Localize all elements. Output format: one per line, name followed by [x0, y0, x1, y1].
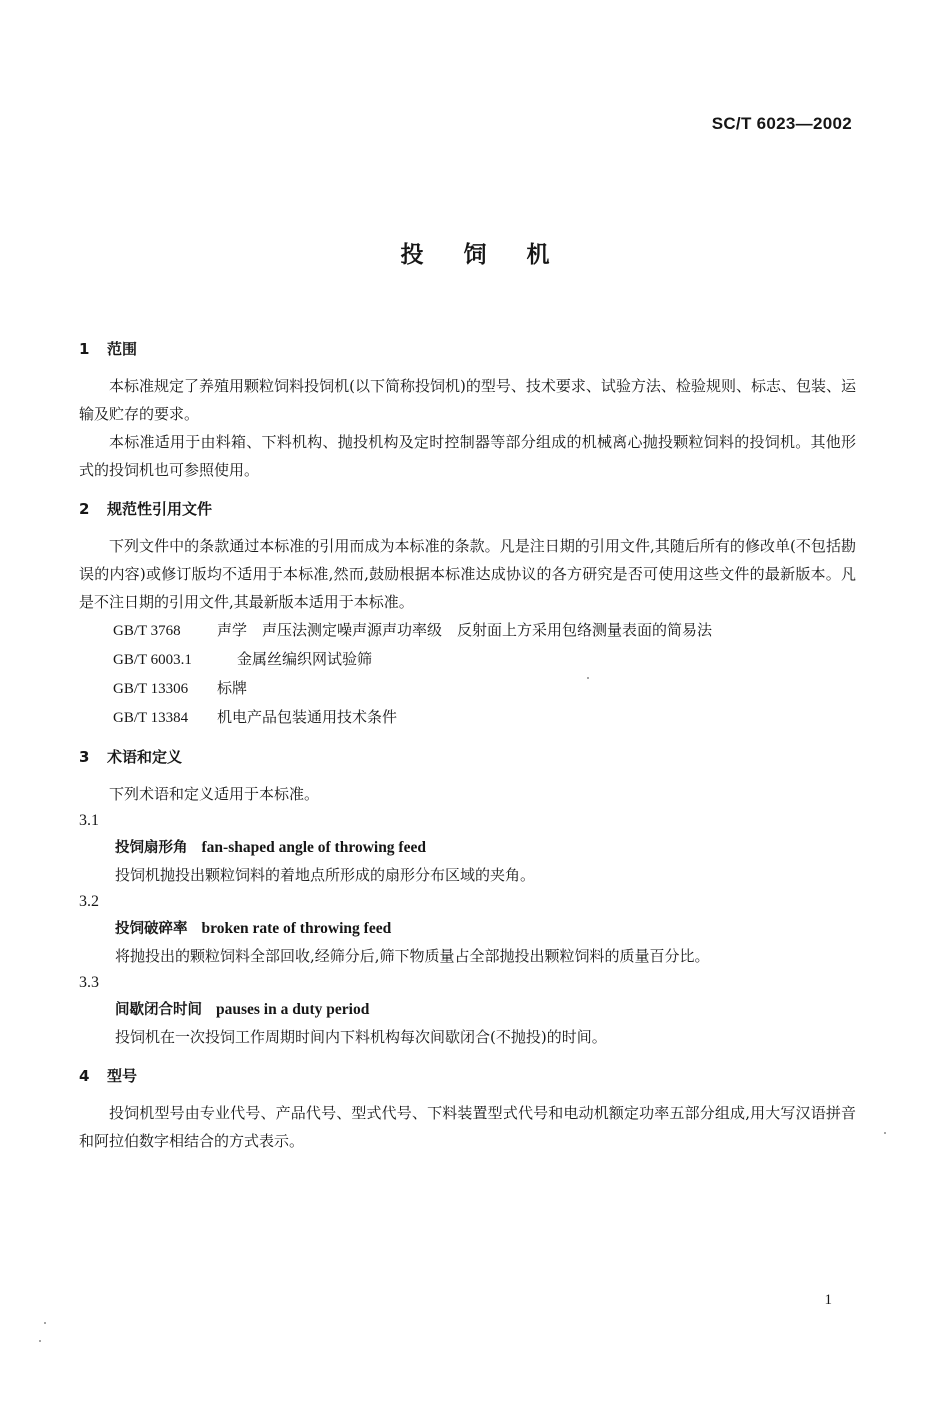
section-number: 3 [79, 748, 90, 766]
reference-item [79, 645, 856, 674]
section-1-heading [79, 334, 856, 364]
scan-speck [44, 1322, 46, 1324]
section-title: 术语和定义 [107, 748, 183, 766]
reference-item [79, 674, 856, 703]
reference-item [79, 616, 856, 645]
term-definition: 投饲机抛投出颗粒饲料的着地点所形成的扇形分布区域的夹角。 [115, 866, 536, 884]
reference-code: GB/T 6003.1 [113, 652, 192, 668]
scan-speck [587, 677, 589, 679]
term-zh: 投饲扇形角 [115, 840, 188, 856]
reference-code: GB/T 13384 [113, 710, 189, 726]
section-number: 1 [79, 340, 90, 358]
reference-title: 声学 声压法测定噪声源声功率级 反射面上方采用包络测量表面的简易法 [217, 621, 713, 639]
page-number: 1 [824, 1292, 832, 1308]
section-number: 4 [79, 1067, 90, 1085]
term-title [79, 915, 856, 943]
term-entry [79, 970, 856, 1051]
term-title [79, 834, 856, 862]
reference-title: 机电产品包装通用技术条件 [217, 708, 398, 726]
paragraph: 投饲机型号由专业代号、产品代号、型式代号、下料装置型式代号和电动机额定功率五部分组成,用大写汉语拼音和阿拉伯数字相结合的方式表示。 [79, 1104, 856, 1150]
paragraph: 本标准适用于由料箱、下料机构、抛投机构及定时控制器等部分组成的机械离心抛投颗粒饲料的投饲机。其他形式的投饲机也可参照使用。 [79, 433, 856, 479]
term-en: fan-shaped angle of throwing feed [201, 839, 426, 856]
paragraph: 下列文件中的条款通过本标准的引用而成为本标准的条款。凡是注日期的引用文件,其随后所有的修改单(不包括勘误的内容)或修订版均不适用于本标准,然而,鼓励根据本标准达成协议的各方研究是否可使用这些文件的最新版本。凡是不注日期的引用文件,其最新版本适用于本标准。 [79, 537, 856, 611]
term-number: 3.2 [79, 893, 99, 910]
reference-code: GB/T 3768 [113, 623, 181, 639]
paragraph: 本标准规定了养殖用颗粒饲料投饲机(以下简称投饲机)的型号、技术要求、试验方法、检验规则、标志、包装、运输及贮存的要求。 [79, 377, 856, 423]
section-3-heading [79, 742, 856, 772]
paragraph: 下列术语和定义适用于本标准。 [109, 785, 320, 803]
section-title: 范围 [107, 340, 138, 358]
term-en: broken rate of throwing feed [201, 920, 392, 937]
document-title: 投 饲 机 [400, 242, 566, 268]
document-body [79, 334, 856, 1155]
term-zh: 间歇闭合时间 [115, 1002, 202, 1018]
section-number: 2 [79, 500, 90, 518]
section-title: 型号 [107, 1067, 138, 1085]
standard-code: SC/T 6023—2002 [711, 114, 852, 133]
reference-code: GB/T 13306 [113, 681, 189, 697]
section-title: 规范性引用文件 [107, 500, 213, 518]
term-definition: 将抛投出的颗粒饲料全部回收,经筛分后,筛下物质量占全部抛投出颗粒饲料的质量百分比。 [115, 947, 710, 965]
term-entry [79, 889, 856, 970]
section-2-heading [79, 494, 856, 524]
term-number: 3.1 [79, 812, 99, 829]
reference-title: 金属丝编织网试验筛 [237, 650, 373, 668]
term-title [79, 996, 856, 1024]
scan-speck [39, 1340, 41, 1342]
term-zh: 投饲破碎率 [115, 921, 188, 937]
scan-speck [884, 1132, 886, 1134]
term-number: 3.3 [79, 974, 99, 991]
term-definition: 投饲机在一次投饲工作周期时间内下料机构每次间歇闭合(不抛投)的时间。 [115, 1028, 607, 1046]
reference-title: 标牌 [217, 679, 248, 697]
section-4-heading [79, 1061, 856, 1091]
reference-item [79, 703, 856, 732]
term-entry [79, 808, 856, 889]
term-en: pauses in a duty period [216, 1001, 370, 1018]
